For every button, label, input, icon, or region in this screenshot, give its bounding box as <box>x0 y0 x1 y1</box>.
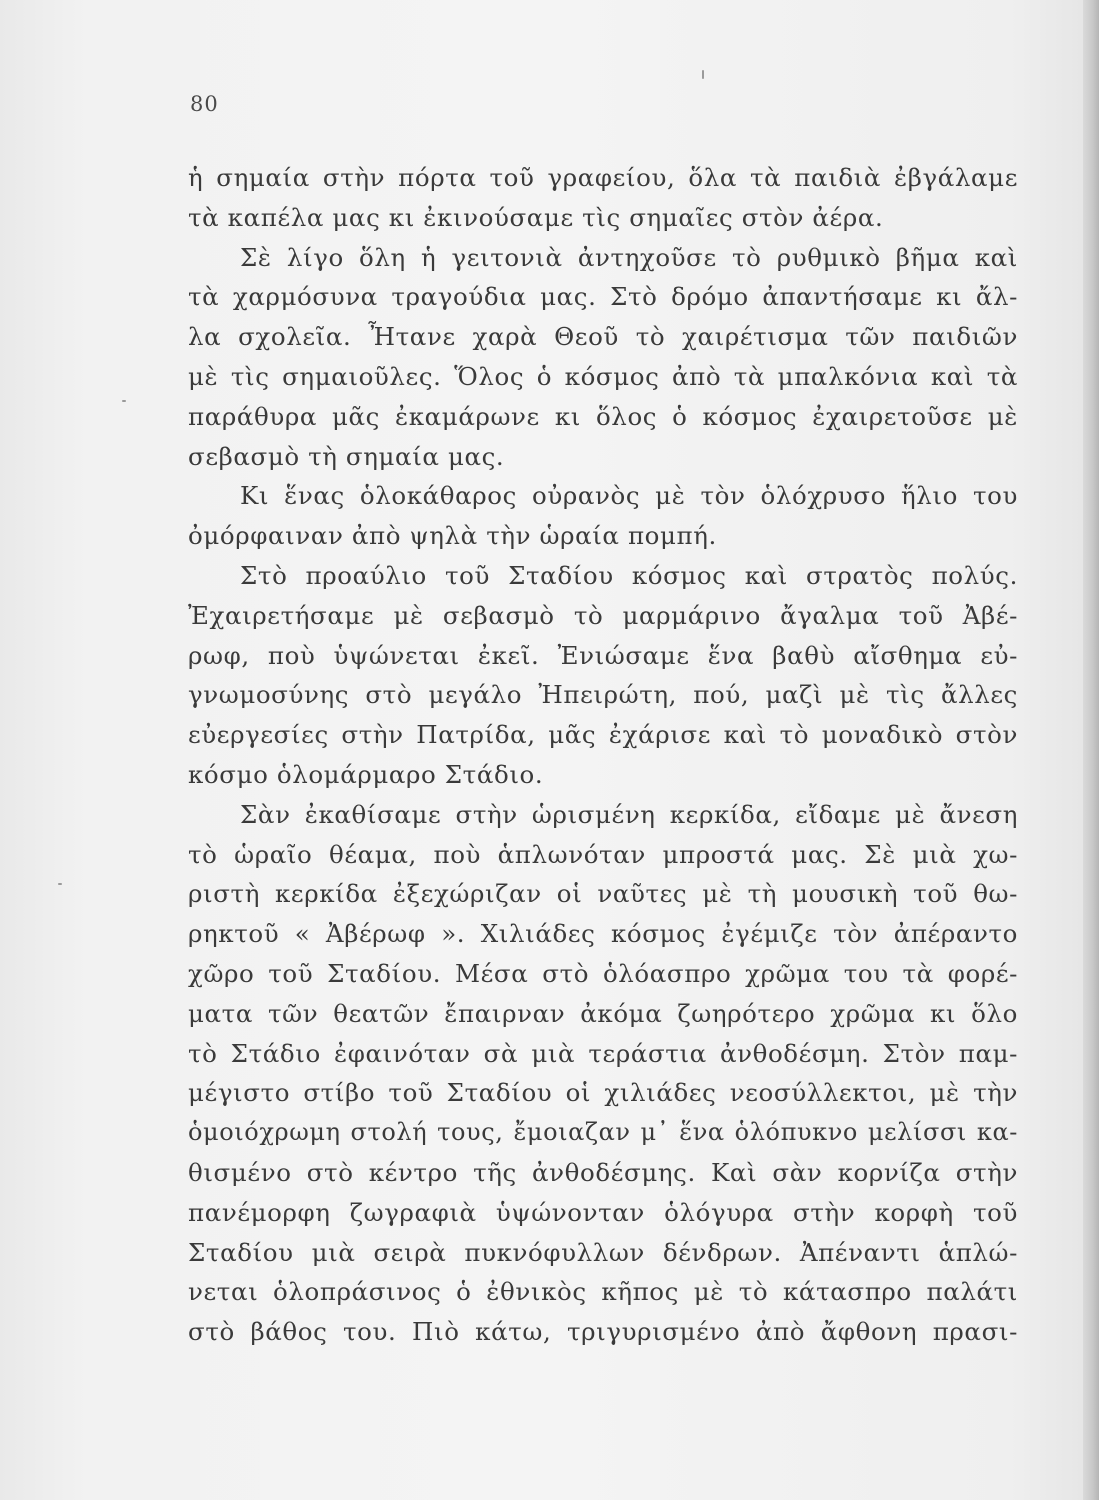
text-line: γνωμοσύνης στὸ μεγάλο Ἠπειρώτη, πού, μαζὶ μὲ τὶς ἄλλες <box>188 680 1018 710</box>
text-line: κόσμο ὁλομάρμαρο Στάδιο. <box>188 759 544 789</box>
page-binding-edge <box>1083 0 1099 1500</box>
text-line: ρωφ, ποὺ ὑψώνεται ἐκεῖ. Ἐνιώσαμε ἕνα βαθὺ αἴσθημα εὐ- <box>188 640 1018 670</box>
text-line: ὀμόρφαιναν ἀπὸ ψηλὰ τὴν ὡραία πομπή. <box>188 521 717 551</box>
print-speck <box>58 883 62 885</box>
text-line: παράθυρα μᾶς ἐκαμάρωνε κι ὅλος ὁ κόσμος ἐχαιρετοῦσε μὲ <box>188 401 1018 431</box>
print-speck <box>702 70 704 79</box>
text-line: σεβασμὸ τὴ σημαία μας. <box>188 441 505 471</box>
text-line: χῶρο τοῦ Σταδίου. Μέσα στὸ ὁλόασπρο χρῶμα του τὰ φορέ- <box>188 958 1018 988</box>
text-line: στὸ βάθος του. Πιὸ κάτω, τριγυρισμένο ἀπὸ ἄφθονη πρασι- <box>188 1317 1018 1347</box>
text-line: ἡ σημαία στὴν πόρτα τοῦ γραφείου, ὅλα τὰ παιδιὰ ἐβγάλαμε <box>188 163 1018 192</box>
text-line: τὰ χαρμόσυνα τραγούδια μας. Στὸ δρόμο ἀπαντήσαμε κι ἄλ- <box>188 282 1018 312</box>
text-line: μέγιστο στίβο τοῦ Σταδίου οἱ χιλιάδες νεοσύλλεκτοι, μὲ τὴν <box>188 1078 1018 1108</box>
text-line: πανέμορφη ζωγραφιὰ ὑψώνονταν ὁλόγυρα στὴν κορφὴ τοῦ <box>188 1197 1018 1227</box>
text-line: εὐεργεσίες στὴν Πατρίδα, μᾶς ἐχάρισε καὶ τὸ μοναδικὸ στὸν <box>188 720 1018 750</box>
text-line: τὸ Στάδιο ἐφαινόταν σὰ μιὰ τεράστια ἀνθοδέσμη. Στὸν παμ- <box>188 1038 1018 1068</box>
text-line: Σταδίου μιὰ σειρὰ πυκνόφυλλων δένδρων. Ἀπέναντι ἁπλώ- <box>188 1237 1018 1267</box>
text-line: ματα τῶν θεατῶν ἔπαιρναν ἀκόμα ζωηρότερο χρῶμα κι ὅλο <box>188 998 1018 1028</box>
text-line: Κι ἕνας ὁλοκάθαρος οὐρανὸς μὲ τὸν ὁλόχρυσο ἥλιο του <box>240 481 1018 511</box>
body-text <box>188 158 1018 1352</box>
print-speck <box>122 400 126 402</box>
text-line: ρηκτοῦ « Ἀβέρωφ ». Χιλιάδες κόσμος ἐγέμιζε τὸν ἀπέραντο <box>188 919 1018 949</box>
text-line: Στὸ προαύλιο τοῦ Σταδίου κόσμος καὶ στρατὸς πολύς. <box>240 560 1018 590</box>
text-line: τὸ ὡραῖο θέαμα, ποὺ ἁπλωνόταν μπροστά μας. Σὲ μιὰ χω- <box>188 839 1018 869</box>
text-line: νεται ὁλοπράσινος ὁ ἐθνικὸς κῆπος μὲ τὸ κάτασπρο παλάτι <box>188 1277 1018 1307</box>
text-line: Σὰν ἐκαθίσαμε στὴν ὡρισμένη κερκίδα, εἴδαμε μὲ ἄνεση <box>240 799 1018 829</box>
text-line: θισμένο στὸ κέντρο τῆς ἀνθοδέσμης. Καὶ σὰν κορνίζα στὴν <box>188 1157 1018 1187</box>
text-line: λα σχολεῖα. Ἦτανε χαρὰ Θεοῦ τὸ χαιρέτισμα τῶν παιδιῶν <box>188 322 1018 352</box>
page-number: 80 <box>190 92 219 116</box>
text-line: μὲ τὶς σημαιοῦλες. Ὅλος ὁ κόσμος ἀπὸ τὰ μπαλκόνια καὶ τὰ <box>188 361 1018 391</box>
text-line: Σὲ λίγο ὅλη ἡ γειτονιὰ ἀντηχοῦσε τὸ ρυθμικὸ βῆμα καὶ <box>240 242 1018 272</box>
text-line: ριστὴ κερκίδα ἐξεχώριζαν οἱ ναῦτες μὲ τὴ μουσικὴ τοῦ θω- <box>188 879 1018 909</box>
text-line: τὰ καπέλα μας κι ἐκινούσαμε τὶς σημαῖες στὸν ἀέρα. <box>188 202 884 232</box>
text-line: ὁμοιόχρωμη στολή τους, ἔμοιαζαν μ᾿ ἕνα ὁλόπυκνο μελίσσι κα- <box>188 1118 1018 1147</box>
text-line: Ἐχαιρετήσαμε μὲ σεβασμὸ τὸ μαρμάρινο ἄγαλμα τοῦ Ἀβέ- <box>188 600 1018 630</box>
